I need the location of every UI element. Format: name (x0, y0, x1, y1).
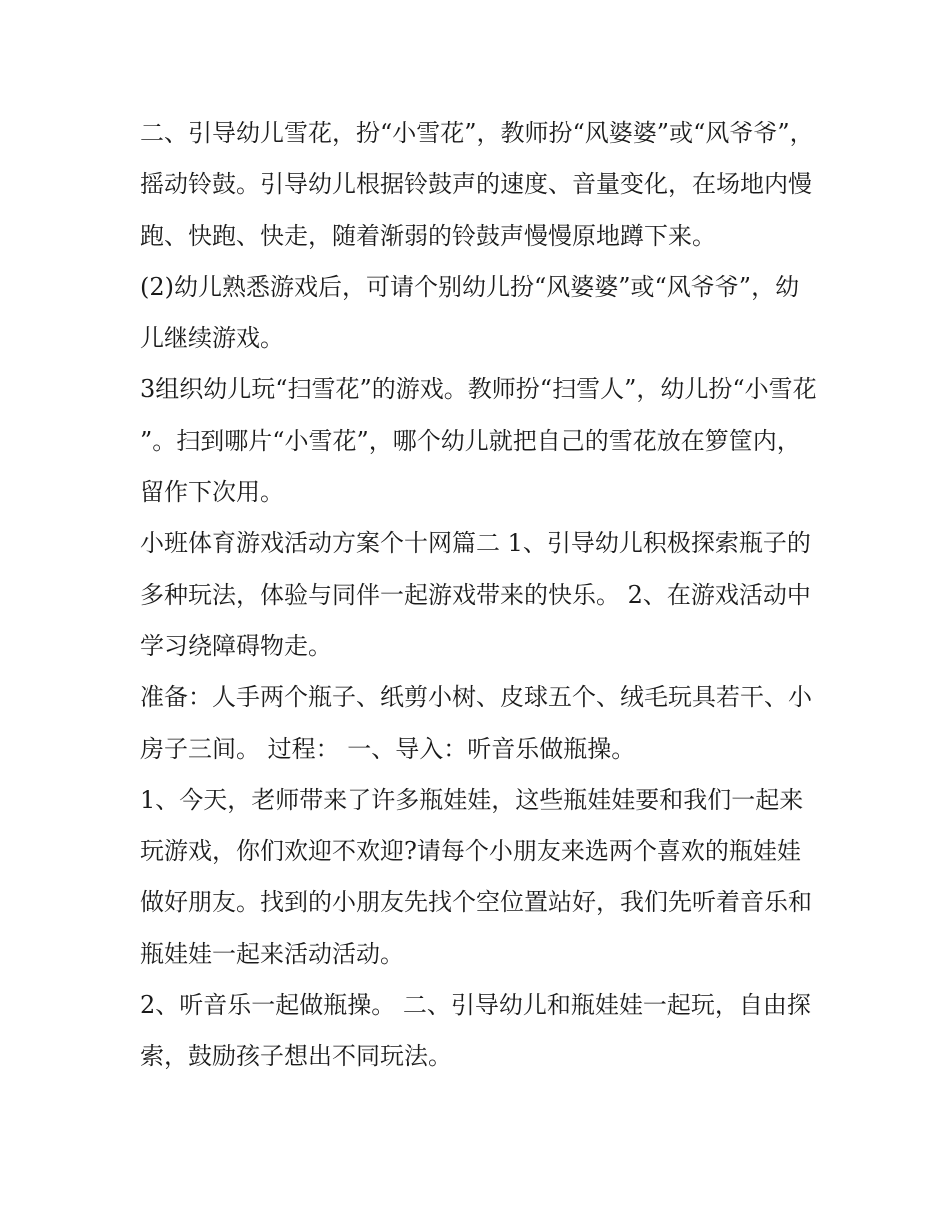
paragraph-snowflake-guide: 二、引导幼儿雪花，扮“小雪花”，教师扮“风婆婆”或“风爷爷”，摇动铃鼓。引导幼儿根据铃鼓声的速度、音量变化，在场地内慢跑、快跑、快走，随着渐弱的铃鼓声慢慢原地蹲下来。 (140, 119, 814, 250)
paragraph-bottle-dolls: 1、今天，老师带来了许多瓶娃娃，这些瓶娃娃要和我们一起来玩游戏，你们欢迎不欢迎?请每个小朋友来选两个喜欢的瓶娃娃做好朋友。找到的小朋友先找个空位置站好，我们先听着音乐和瓶娃娃一起来活动活动。 (140, 785, 812, 968)
document-body (140, 108, 820, 1083)
paragraph-preparation: 准备：人手两个瓶子、纸剪小树、皮球五个、绒毛玩具若干、小房子三间。 过程： 一、导入：听音乐做瓶操。 (140, 683, 812, 763)
paragraph-plan-two-goals: 小班体育游戏活动方案个十网篇二 1、引导幼儿积极探索瓶子的多种玩法，体验与同伴一起游戏带来的快乐。 2、在游戏活动中学习绕障碍物走。 (140, 529, 811, 660)
paragraph-familiar-game: (2)幼儿熟悉游戏后，可请个别幼儿扮“风婆婆”或“风爷爷”，幼儿继续游戏。 (140, 272, 800, 353)
paragraph-sweep-snowflake: 3组织幼儿玩“扫雪花”的游戏。教师扮“扫雪人”，幼儿扮“小雪花”。扫到哪片“小雪花”，哪个幼儿就把自己的雪花放在箩筐内，留作下次用。 (140, 375, 817, 507)
paragraph-bottle-exercise: 2、听音乐一起做瓶操。 二、引导幼儿和瓶娃娃一起玩，自由探索，鼓励孩子想出不同玩法。 (140, 991, 811, 1071)
